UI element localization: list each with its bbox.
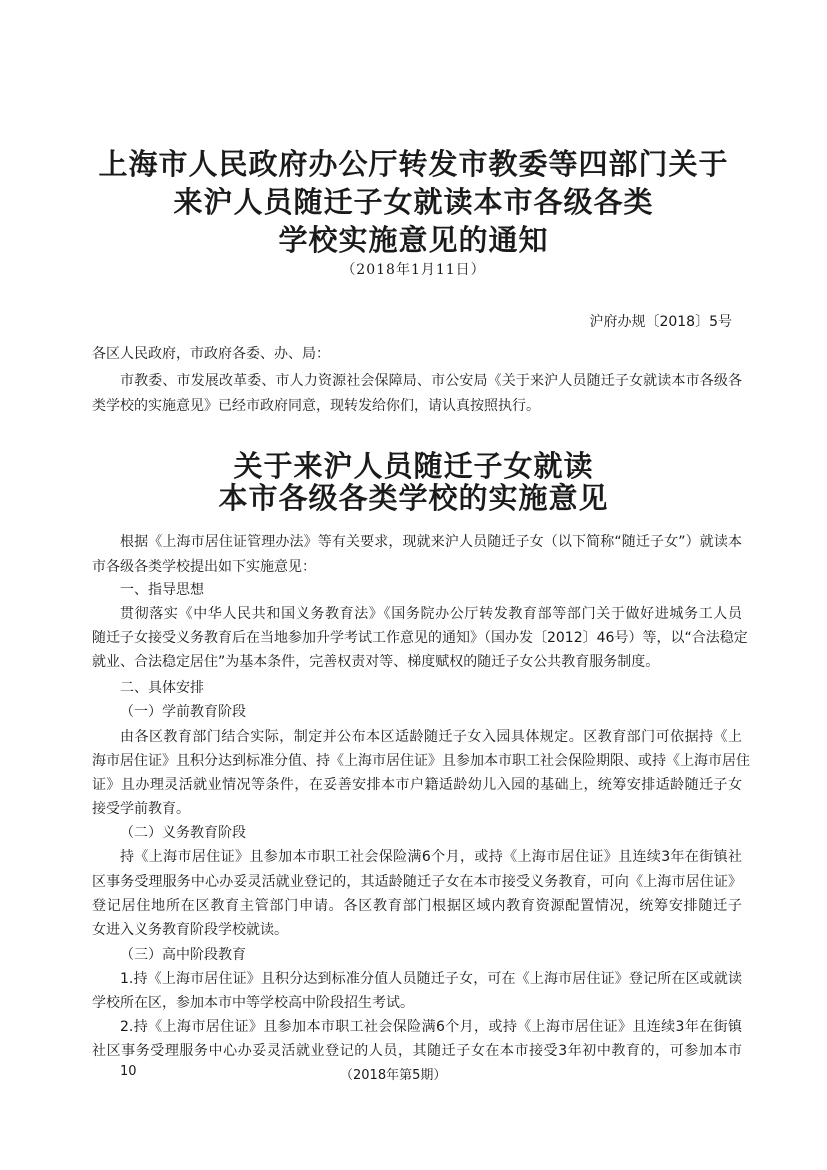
body-line: 贯彻落实《中华人民共和国义务教育法》《国务院办公厅转发教育部等部门关于做好进城务工人员: [120, 606, 742, 622]
body-line: 1.持《上海市居住证》且积分达到标准分值人员随迁子女，可在《上海市居住证》登记所在区或就读: [120, 971, 742, 987]
body-line: 根据《上海市居住证管理办法》等有关要求，现就来沪人员随迁子女（以下简称“随迁子女”）就读本: [120, 534, 742, 550]
body-line: 持《上海市居住证》且参加本市职工社会保险满6个月，或持《上海市居住证》且连续3年在街镇社: [120, 849, 742, 865]
title-line-2: 来沪人员随迁子女就读本市各级各类: [173, 185, 654, 219]
subtitle-line-2: 本市各级各类学校的实施意见: [218, 481, 609, 515]
body-line: 女进入义务教育阶段学校就读。: [92, 922, 288, 938]
body-line: 2.持《上海市居住证》且参加本市职工社会保险满6个月，或持《上海市居住证》且连续3年在街镇: [120, 1019, 742, 1035]
body-line: 接受学前教育。: [92, 801, 190, 817]
body-line: （一）学前教育阶段: [120, 704, 246, 720]
title-line-1: 上海市人民政府办公厅转发市教委等四部门关于: [98, 147, 729, 181]
issue-date: （2018年1月11日）: [341, 262, 486, 278]
body-line: 由各区教育部门结合实际，制定并公布本区适龄随迁子女入园具体规定。区教育部门可依据持《上: [120, 729, 742, 745]
title-line-3: 学校实施意见的通知: [278, 223, 549, 257]
document-number: 沪府办规〔2018〕5号: [589, 314, 732, 330]
subtitle-line-1: 关于来沪人员随迁子女就读: [233, 449, 594, 483]
page-number: 10: [120, 1064, 137, 1079]
body-line: 社区事务受理服务中心办妥灵活就业登记的人员，其随迁子女在本市接受3年初中教育的，可参加本市: [92, 1043, 742, 1059]
body-line: 二、具体安排: [120, 680, 204, 696]
body-line: 登记居住地所在区教育主管部门申请。各区教育部门根据区域内教育资源配置情况，统筹安排随迁子: [92, 898, 742, 914]
body-line: 区事务受理服务中心办妥灵活就业登记的，其适龄随迁子女在本市接受义务教育，可向《上海市居住证》: [92, 874, 742, 890]
body-line: 证》且办理灵活就业情况等条件，在妥善安排本市户籍适龄幼儿入园的基础上，统筹安排适龄随迁子女: [92, 777, 742, 793]
body-line: 随迁子女接受义务教育后在当地参加升学考试工作意见的通知》（国办发〔2012〕46号）等，以“合法稳定: [92, 630, 748, 646]
body-line: 一、指导思想: [120, 582, 204, 598]
body-line: 类学校的实施意见》已经市政府同意，现转发给你们，请认真按照执行。: [92, 398, 540, 414]
issue-label: （2018年第5期）: [340, 1068, 447, 1083]
body-line: 市各级各类学校提出如下实施意见：: [92, 559, 316, 575]
body-line: 市教委、市发展改革委、市人力资源社会保障局、市公安局《关于来沪人员随迁子女就读本市各级各: [120, 373, 742, 389]
body-line: 海市居住证》且积分达到标准分值、持《上海市居住证》且参加本市职工社会保险期限、或持《上海市居住: [92, 753, 750, 769]
body-line: 就业、合法稳定居住”为基本条件，完善权责对等、梯度赋权的随迁子女公共教育服务制度。: [92, 654, 660, 670]
body-line: 学校所在区，参加本市中等学校高中阶段招生考试。: [92, 995, 414, 1011]
body-line: （二）义务教育阶段: [120, 825, 246, 841]
addressee: 各区人民政府，市政府各委、办、局：: [92, 346, 330, 362]
body-line: （三）高中阶段教育: [120, 947, 246, 963]
